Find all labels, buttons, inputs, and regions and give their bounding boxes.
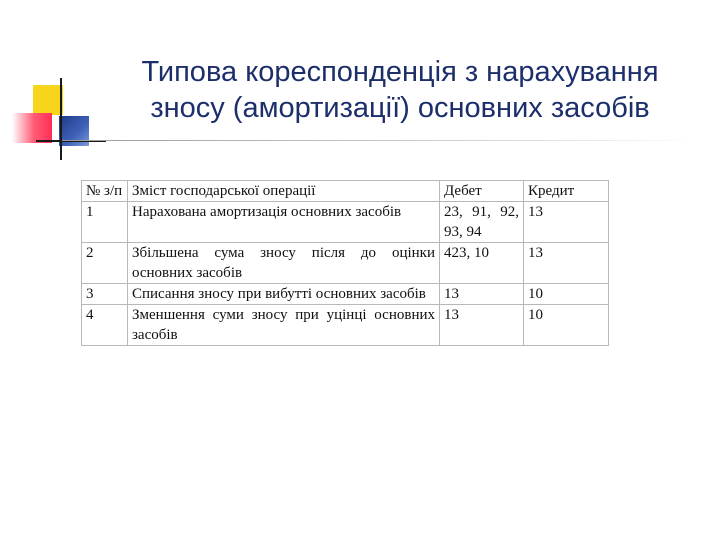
table-row [82, 243, 609, 284]
table-row [82, 202, 609, 243]
header-num: № з/п [82, 181, 128, 202]
row-credit: 10 [524, 284, 609, 305]
header-operation: Зміст господарської операції [128, 181, 440, 202]
slide-title-line-2: зносу (амортизації) основних засобів [150, 92, 650, 124]
header-debit: Дебет [440, 181, 524, 202]
row-debit: 423, 10 [440, 243, 524, 284]
table-header-row [82, 181, 609, 202]
logo-red-square [12, 113, 52, 143]
operations-table [81, 180, 609, 346]
row-debit: 23, 91, 92, 93, 94 [440, 202, 524, 243]
slide-title [100, 54, 700, 126]
row-num: 3 [82, 284, 128, 305]
row-debit: 13 [440, 305, 524, 346]
row-operation: Зменшення суми зносу при уцінці основних засобів [128, 305, 440, 346]
slide-logo [0, 0, 110, 170]
row-operation: Збільшена сума зносу після до оцінки основних засобів [128, 243, 440, 284]
slide-title-line-1: Типова кореспонденція з нарахування [141, 56, 659, 88]
row-debit: 13 [440, 284, 524, 305]
row-num: 4 [82, 305, 128, 346]
table-row [82, 305, 609, 346]
row-credit: 10 [524, 305, 609, 346]
logo-vertical-line [60, 78, 62, 160]
row-num: 1 [82, 202, 128, 243]
logo-yellow-square [33, 85, 63, 115]
title-underline [62, 140, 698, 141]
table-row [82, 284, 609, 305]
row-operation: Списання зносу при вибутті основних засобів [128, 284, 440, 305]
row-num: 2 [82, 243, 128, 284]
row-operation: Нарахована амортизація основних засобів [128, 202, 440, 243]
row-credit: 13 [524, 243, 609, 284]
row-credit: 13 [524, 202, 609, 243]
header-credit: Кредит [524, 181, 609, 202]
